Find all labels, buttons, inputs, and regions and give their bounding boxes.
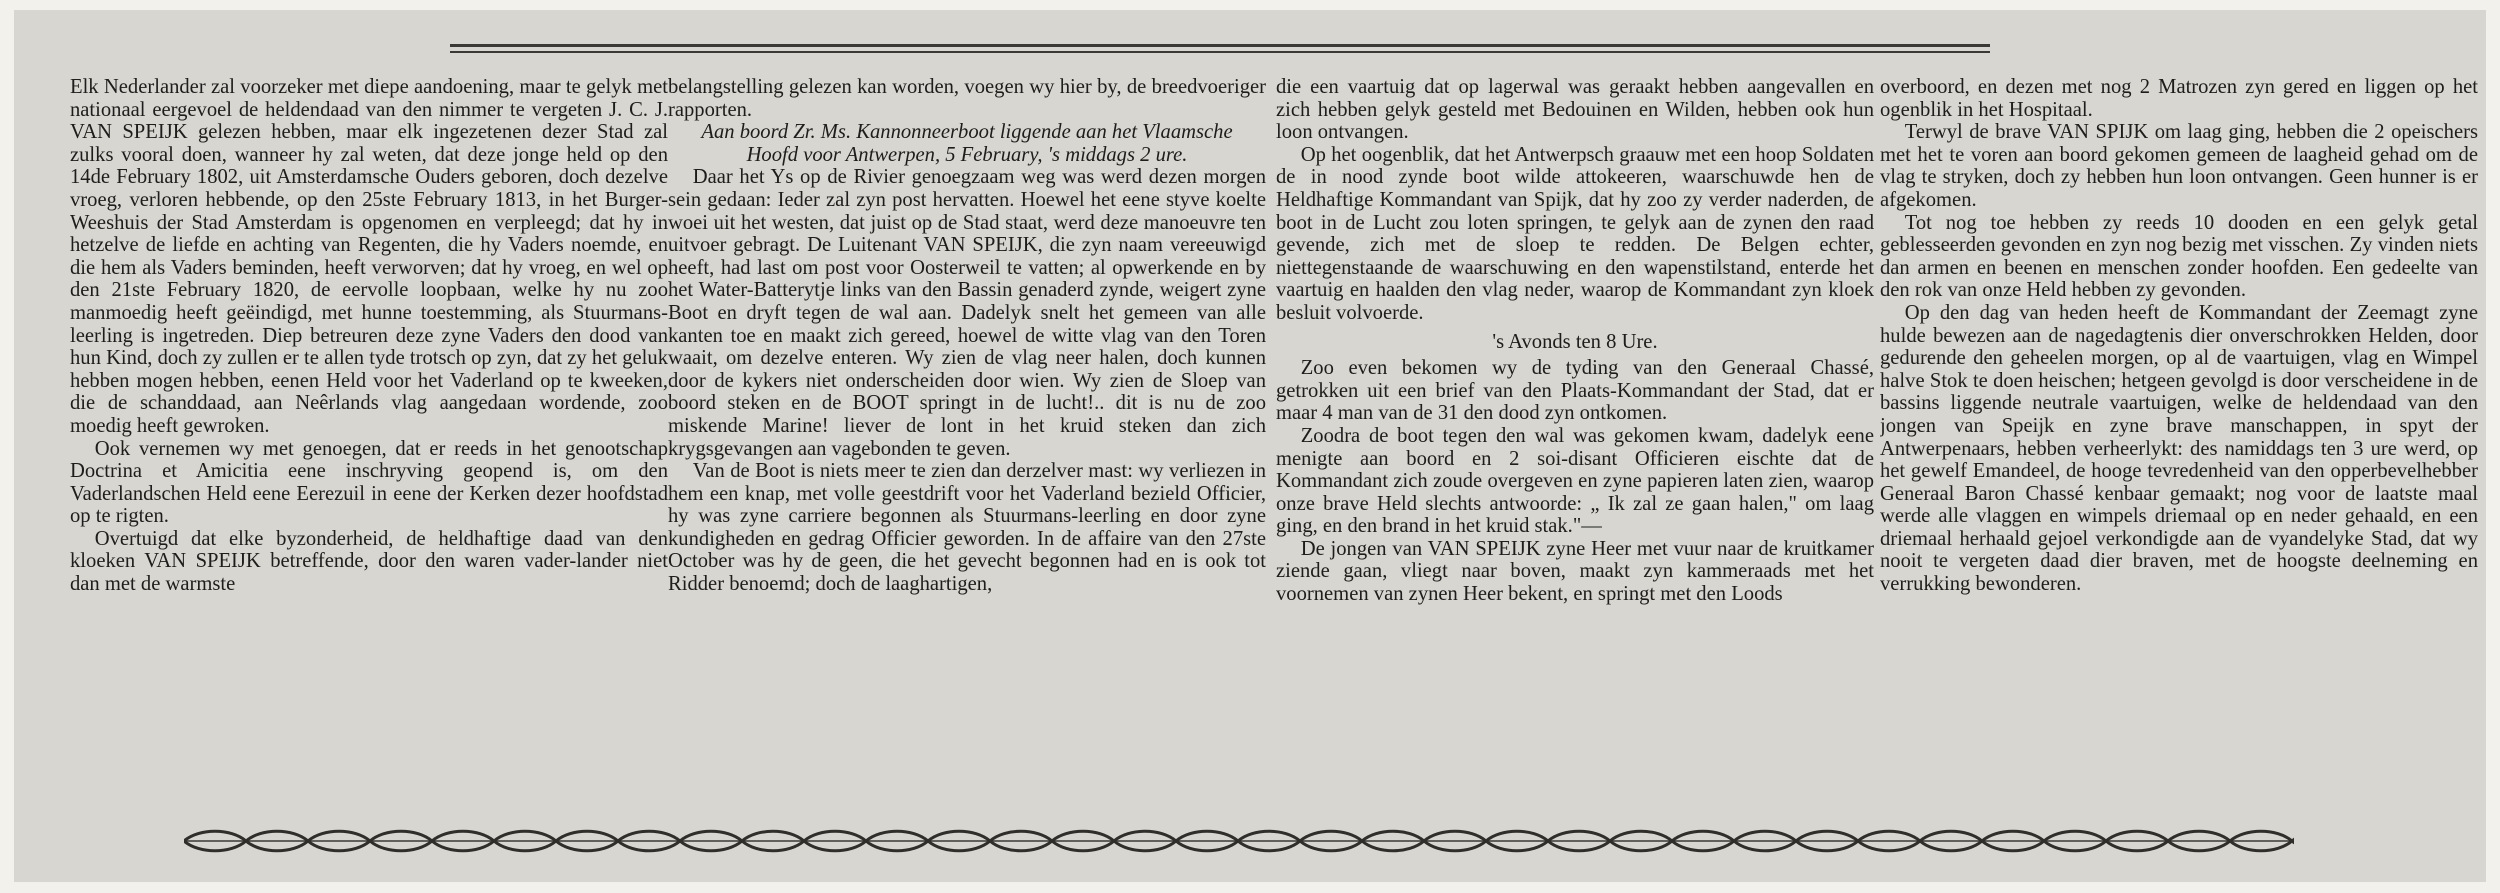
- paragraph: Terwyl de brave VAN SPIJK om laag ging, hebben die 2 opeischers met het te voren aan boord gekomen gemeen de laagheid gehad om de vlag te stryken, doch zy hebben hun loon ontvangen. Geen hunner is er afgekomen.: [1880, 121, 2478, 211]
- twist-segment: [2292, 831, 2294, 851]
- dateline: Aan boord Zr. Ms. Kannonneerboot liggende aan het Vlaamsche Hoofd voor Antwerpen, 5 February, 's middags 2 ure.: [701, 121, 1233, 166]
- paragraph: Daar het Ys op de Rivier genoegzaam weg was werd dezen morgen sein gedaan: Ieder zal zyn post hervatten. Hoewel het eene styve koelte woei uit het westen, dat juist op de Stad staat, werd deze manoeuvre ten uitvoer gebragt. De Luitenant VAN SPEIJK, die zyn naam vereeuwigd heeft, had last om post voor Oosterweil te vatten; al opwerkende en by het Water-Batterytje links van den Bassin genaderd zynde, weigert zyne Boot en dryft tegen de wal aan. Dadelyk snelt het gemeen van alle kanten toe en maakt zich gereed, hoewel de witte vlag van den Toren waait, om dezelve enteren. Wy zien de vlag neer halen, doch kunnen door de kykers niet onderscheiden door wien. Wy zien de Sloep van boord steken en de BOOT springt in de lucht!.. dit is nu de zoo miskende Marine! liever de lont in het kruid steken dan zich krygsgevangen aan vagebonden te geven.: [668, 166, 1266, 460]
- paragraph: overboord, en dezen met nog 2 Matrozen zyn gered en liggen op het ogenblik in het Hospitaal.: [1880, 76, 2478, 121]
- column-2: [668, 76, 1266, 806]
- column-3: [1276, 76, 1874, 806]
- paragraph: Elk Nederlander zal voorzeker met diepe aandoening, maar te gelyk met nationaal eergevoel de heldendaad van den nimmer te vergeten J. C. J. VAN SPEIJK gelezen hebben, maar elk ingezetenen dezer Stad zal zulks vooral doen, wanneer hy zal weten, dat deze jonge held op den 14de February 1802, uit Amsterdamsche Ouders geboren, doch dezelve vroeg, verloren hebbende, op den 25ste February 1813, in het Burger-Weeshuis der Stad Amsterdam is opgenomen en verpleegd; dat hy in hetzelve de liefde en achting van Regenten, die hy Vaders noemde, en die hem als Vaders beminden, heeft verworven; dat hy vroeg, en wel op den 21ste February 1820, de eervolle loopbaan, welke hy nu zoo manmoedig heeft geëindigd, met hunne toestemming, als Stuurmans-leerling is ingetreden. Diep betreuren deze zyne Vaders den dood van hun Kind, doch zy zullen er te allen tyde trotsch op zyn, dat zy het geluk hebben mogen hebben, eenen Held voor het Vaderland op te kweeken, die de schanddaad, aan Neêrlands vlag aangedaan wordende, zoo moedig heeft gewroken.: [70, 76, 668, 437]
- paragraph: Van de Boot is niets meer te zien dan derzelver mast: wy verliezen in hem een knap, met volle geestdrift voor het Vaderland bezield Officier, hy was zyne carriere begonnen als Stuurmans-leerling en door zyne kundigheden en gedrag Officier geworden. In de affaire van den 27ste October was hy de geen, die het gevecht begonnen had en is ook tot Ridder benoemd; doch de laaghartigen,: [668, 460, 1266, 596]
- paragraph: Op den dag van heden heeft de Kommandant der Zeemagt zyne hulde bewezen aan de nagedagtenis dier onverschrokken Helden, door gedurende den geheelen morgen, op al de vaartuigen, vlag en Wimpel halve Stok te doen heischen; hetgeen gevolgd is door verscheidene in de bassins liggende neutrale vaartuigen, welke de heldendaad van den jongen van Speijk en zyne brave manschappen, in spyt der Antwerpenaars, hebben verheerlykt: des namiddags ten 3 ure werd, op het gewelf Emandeel, de hooge tevredenheid van den opperbevelhebber Generaal Baron Chassé kenbaar gemaakt; nog voor de laatste maal werde alle vlaggen en wimpels driemaal op en neder gehaald, en een driemaal herhaald gejoel verkondigde aan de vyandelyke Stad, dat wy nooit te vergeten daad dier braven, met de hoogste deelneming en verrukking bewonderen.: [1880, 301, 2478, 596]
- column-4: [1880, 76, 2478, 806]
- paragraph: Ook vernemen wy met genoegen, dat er reeds in het genootschap Doctrina et Amicitia eene inschryving geopend is, om den Vaderlandschen Held eene Eerezuil in eene der Kerken dezer hoofdstad op te rigten.: [70, 437, 668, 528]
- top-double-rule: [450, 44, 1990, 53]
- column-1: [70, 76, 668, 806]
- ornamental-rule: [184, 826, 2294, 856]
- paragraph: Op het oogenblik, dat het Antwerpsch graauw met een hoop Soldaten de in nood zynde boot wilde attokeeren, waarschuwde hen de Heldhaftige Kommandant van Spijk, dat hy zoo zy verder naderden, de boot in de Lucht zou loten springen, te gelyk aan de zynen den raad gevende, zich met de sloep te redden. De Belgen echter, niettegenstaande de waarschuwing en den wapenstilstand, enterde het vaartuig en haalden den vlag neder, waarop de Kommandant zyn kloek besluit volvoerde.: [1276, 143, 1874, 324]
- paragraph: die een vaartuig dat op lagerwal was geraakt hebben aangevallen en zich hebben gelyk gesteld met Bedouinen en Wilden, hebben ook hun loon ontvangen.: [1276, 76, 1874, 144]
- paragraph: belangstelling gelezen kan worden, voegen wy hier by, de breedvoeriger rapporten.: [668, 76, 1266, 121]
- paragraph: Zoo even bekomen wy de tyding van den Generaal Chassé, getrokken uit een brief van den Plaats-Kommandant der Stad, dat er maar 4 man van de 31 den dood zyn ontkomen.: [1276, 357, 1874, 425]
- paragraph: De jongen van VAN SPEIJK zyne Heer met vuur naar de kruitkamer ziende gaan, vliegt naar boven, maakt zyn kammeraads met het voornemen van zynen Heer bekent, en springt met den Loods: [1276, 537, 1874, 606]
- paragraph: Tot nog toe hebben zy reeds 10 dooden en een gelyk getal geblesseerden gevonden en zyn nog bezig met visschen. Zy vinden niets dan armen en beenen en menschen zonder hoofden. Een gedeelte van den rok van onze Held hebben zy gevonden.: [1880, 211, 2478, 302]
- paragraph: Overtuigd dat elke byzonderheid, de heldhaftige daad van den kloeken VAN SPEIJK betreffende, door den waren vader-lander niet dan met de warmste: [70, 527, 668, 596]
- paragraph: Zoodra de boot tegen den wal was gekomen kwam, dadelyk eene menigte aan boord en 2 soi-disant Officieren eischte dat de Kommandant zich zoude overgeven en zyne papieren laten zien, waarop onze brave Held slechts antwoorde: „ Ik zal ze gaan halen," om laag ging, en den brand in het kruid stak."—: [1276, 424, 1874, 538]
- subheading: 's Avonds ten 8 Ure.: [1492, 330, 1658, 353]
